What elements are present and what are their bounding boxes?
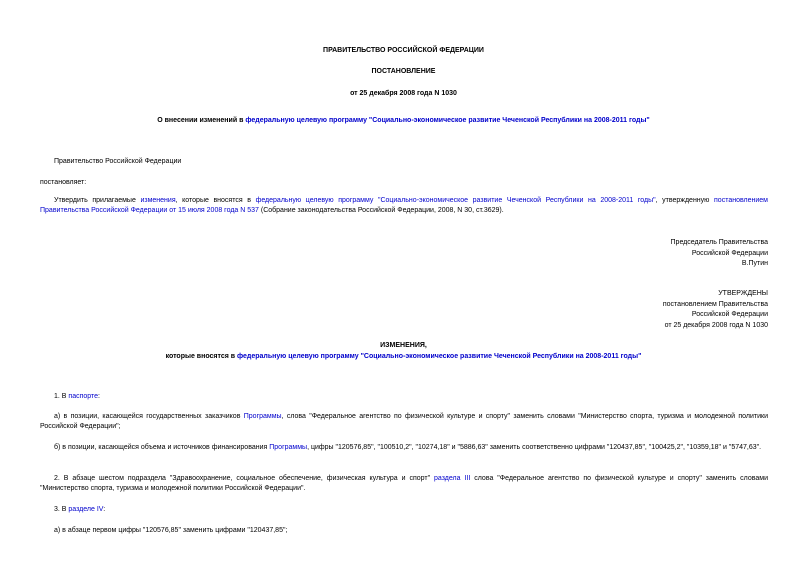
decides-line: постановляет: <box>40 179 87 186</box>
para-text: Утвердить прилагаемые <box>54 197 141 204</box>
signature-line: Российской Федерации <box>691 249 768 257</box>
item-text: а) в позиции, касающейся государственных заказчиков <box>54 413 244 420</box>
doc-title <box>0 116 807 126</box>
doc-date-number: от 25 декабря 2008 года N 1030 <box>350 90 457 97</box>
item-text: : <box>98 393 100 400</box>
item-text: б) в позиции, касающейся объема и источников финансирования <box>54 444 270 451</box>
doc-title-text: О внесении изменений в <box>157 117 246 124</box>
item-text: 1. В <box>54 393 69 400</box>
section-3-link[interactable]: раздела III <box>434 475 471 482</box>
changes-heading: ИЗМЕНЕНИЯ, <box>380 342 427 349</box>
resolution-paragraph <box>40 196 768 215</box>
changes-subheading <box>0 352 807 362</box>
item-1a <box>40 412 768 431</box>
item-text: слова "Федеральное агентство по физической культуре и спорту" заменить словами "Министерство спорта, туризма и молодежной политики Российской Федерации". <box>40 475 768 492</box>
item-3a: а) в абзаце первом цифры "120576,85" заменить цифрами "120437,85"; <box>54 527 288 534</box>
item-text: 3. В <box>54 506 69 513</box>
resolution-537-link[interactable]: постановлением Правительства Российской Федерации от 15 июля 2008 года N 537 <box>40 197 768 214</box>
program-link[interactable]: федеральную целевую программу "Социально-экономическое развитие Чеченской Республики на 2008-2011 годы" <box>255 197 656 204</box>
item-1 <box>54 392 100 402</box>
passport-link[interactable]: паспорте <box>68 393 99 400</box>
approved-block <box>560 289 768 331</box>
program-link[interactable]: Программы <box>243 413 282 420</box>
program-link[interactable]: Программы <box>269 444 308 451</box>
item-text: , слова "Федеральное агентство по физической культуре и спорту" заменить словами "Министерство спорта, туризма и молодежной политики Российской Федерации"; <box>40 413 768 430</box>
approved-line: УТВЕРЖДЕНЫ <box>718 290 768 297</box>
item-1b <box>40 443 768 453</box>
gov-line: Правительство Российской Федерации <box>54 158 182 165</box>
approved-line: от 25 декабря 2008 года N 1030 <box>664 321 768 329</box>
item-text: 2. В абзаце шестом подраздела "Здравоохранение, социальное обеспечение, физическая культура и спорт" <box>54 475 435 482</box>
para-text: , которые вносятся в <box>175 197 256 204</box>
signature-block <box>560 238 768 270</box>
signature-name: В.Путин <box>741 260 768 267</box>
item-3 <box>54 505 105 515</box>
para-text: , утвержденную <box>655 197 715 204</box>
program-link[interactable]: федеральную целевую программу "Социально-экономическое развитие Чеченской Республики на 2008-2011 годы" <box>245 117 650 124</box>
org-heading: ПРАВИТЕЛЬСТВО РОССИЙСКОЙ ФЕДЕРАЦИИ <box>323 47 484 54</box>
item-2 <box>40 474 768 493</box>
section-4-link[interactable]: разделе IV <box>68 506 104 513</box>
item-text: , цифры "120576,85", "100510,2", "10274,18" и "5886,63" заменить соответственно цифрами "120437,85", "100425,2", "10359,18" и "5747,63". <box>307 444 762 451</box>
program-link[interactable]: федеральную целевую программу "Социально-экономическое развитие Чеченской Республики на 2008-2011 годы" <box>237 353 642 360</box>
approved-line: Российской Федерации <box>691 311 768 318</box>
signature-line: Председатель Правительства <box>670 239 768 246</box>
para-text: (Собрание законодательства Российской Федерации, 2008, N 30, ст.3629). <box>258 206 504 214</box>
doc-type-heading: ПОСТАНОВЛЕНИЕ <box>371 68 436 75</box>
approved-line: постановлением Правительства <box>662 300 768 308</box>
item-text: : <box>103 506 106 513</box>
changes-link[interactable]: изменения <box>140 197 176 204</box>
changes-sub-text: которые вносятся в <box>165 353 237 360</box>
